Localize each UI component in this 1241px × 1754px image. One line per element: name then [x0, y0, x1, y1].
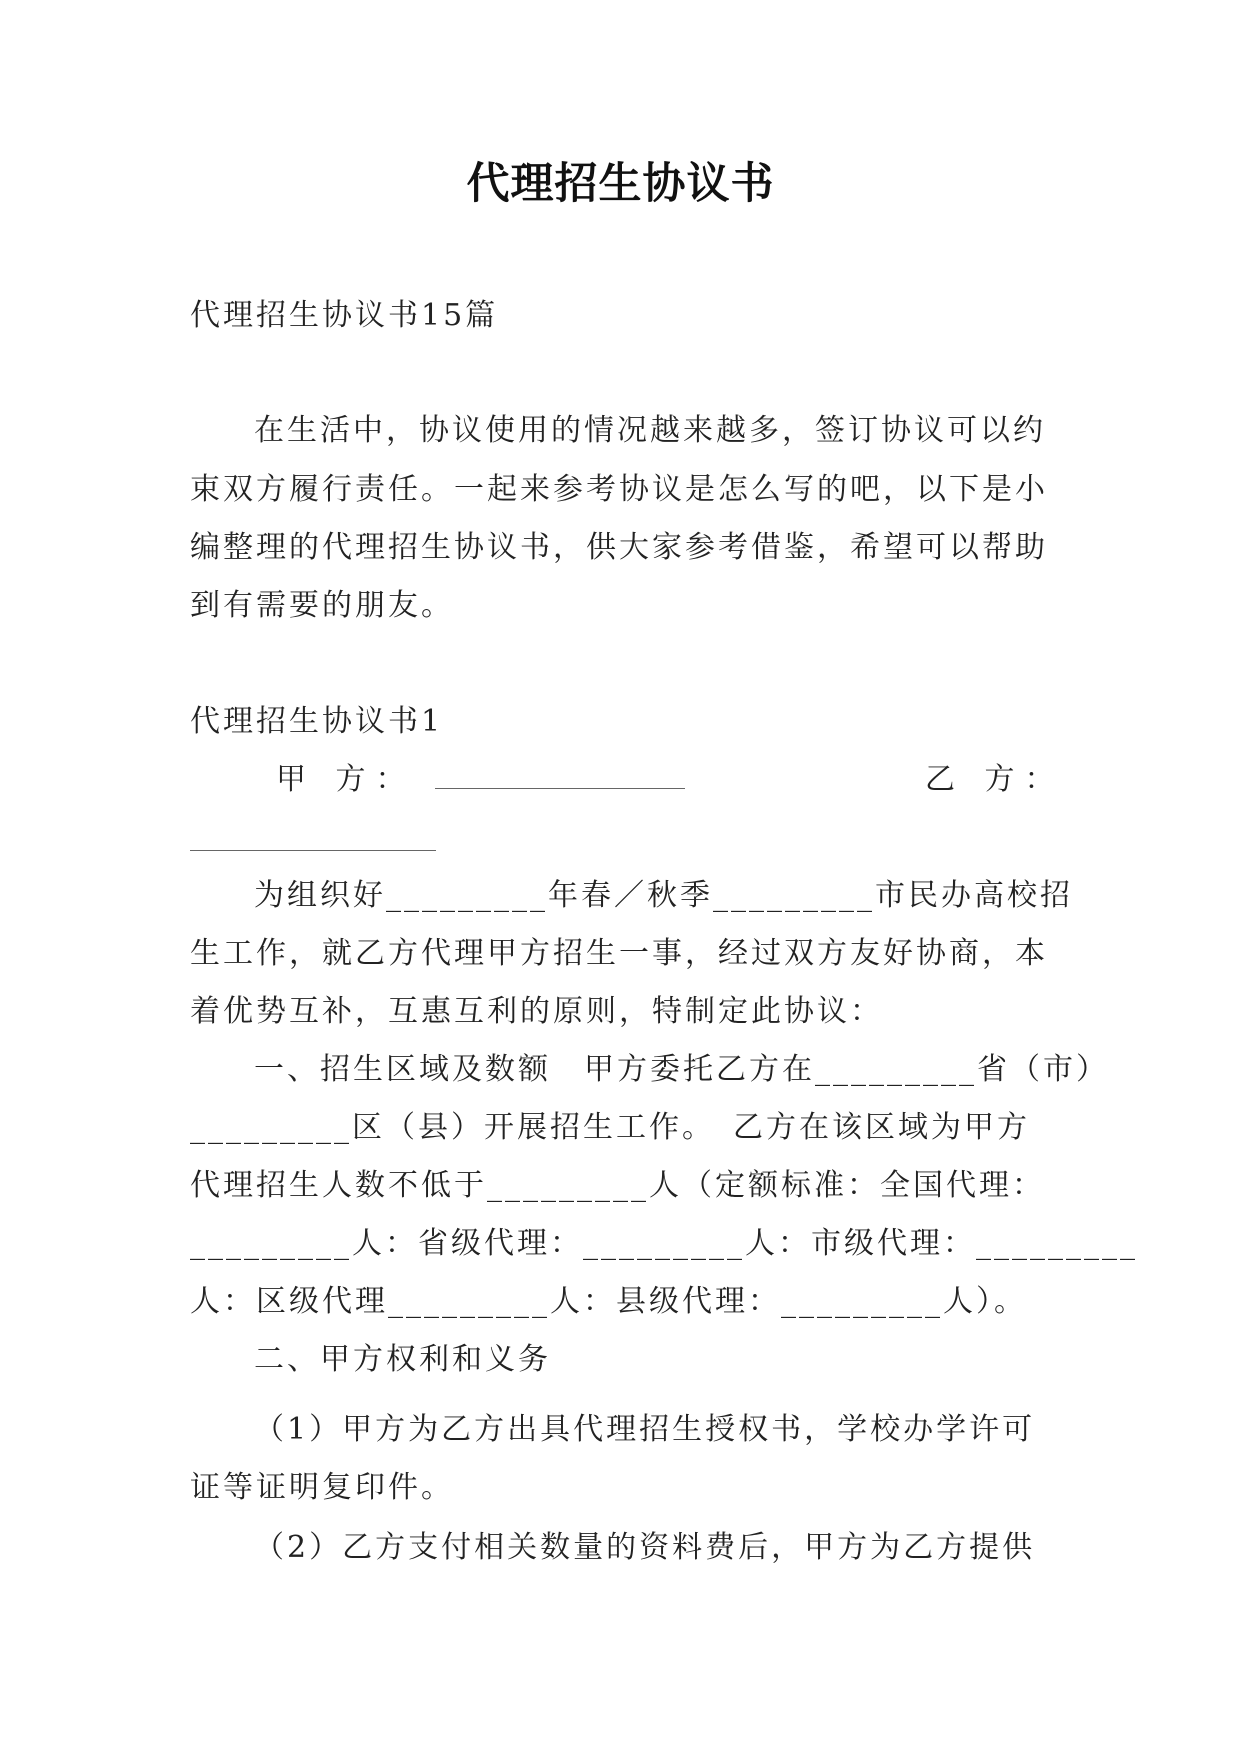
body-line-6: 代理招生人数不低于_________人（定额标准：全国代理： — [190, 1168, 1045, 1203]
body-line-2: 生工作，就乙方代理甲方招生一事，经过双方友好协商，本 — [190, 936, 1048, 971]
body-line-7: _________人：省级代理：_________人：市级代理：_________ — [190, 1226, 1138, 1261]
body-line-4: 一、招生区域及数额 甲方委托乙方在_________省（市） — [254, 1052, 1109, 1087]
party-b-blank — [190, 850, 436, 851]
body-line-11: 证等证明复印件。 — [190, 1470, 454, 1505]
body-line-1: 为组织好_________年春／秋季_________市民办高校招 — [254, 878, 1073, 913]
document-title: 代理招生协议书 — [466, 159, 775, 209]
party-a-field — [276, 760, 685, 800]
intro-line-2: 束双方履行责任。一起来参考协议是怎么写的吧，以下是小 — [190, 472, 1048, 507]
party-a-blank — [435, 760, 685, 789]
body-line-8: 人：区级代理_________人：县级代理：_________人）。 — [190, 1284, 1027, 1319]
intro-line-4: 到有需要的朋友。 — [190, 588, 454, 623]
body-line-9: 二、甲方权利和义务 — [254, 1342, 551, 1377]
intro-line-3: 编整理的代理招生协议书，供大家参考借鉴，希望可以帮助 — [190, 530, 1048, 565]
intro-line-1: 在生活中，协议使用的情况越来越多，签订协议可以约 — [254, 413, 1046, 448]
body-line-5: _________区（县）开展招生工作。 乙方在该区域为甲方 — [190, 1110, 1030, 1145]
body-line-12: （2）乙方支付相关数量的资料费后，甲方为乙方提供 — [254, 1530, 1036, 1565]
document-subtitle: 代理招生协议书15篇 — [190, 298, 499, 333]
body-line-3: 着优势互补，互惠互利的原则，特制定此协议： — [190, 994, 883, 1029]
party-b-label: 乙 方： — [925, 762, 1065, 797]
section-heading: 代理招生协议书1 — [190, 704, 444, 739]
body-line-10: （1）甲方为乙方出具代理招生授权书，学校办学许可 — [254, 1412, 1036, 1447]
party-a-label: 甲 方： — [276, 762, 416, 797]
